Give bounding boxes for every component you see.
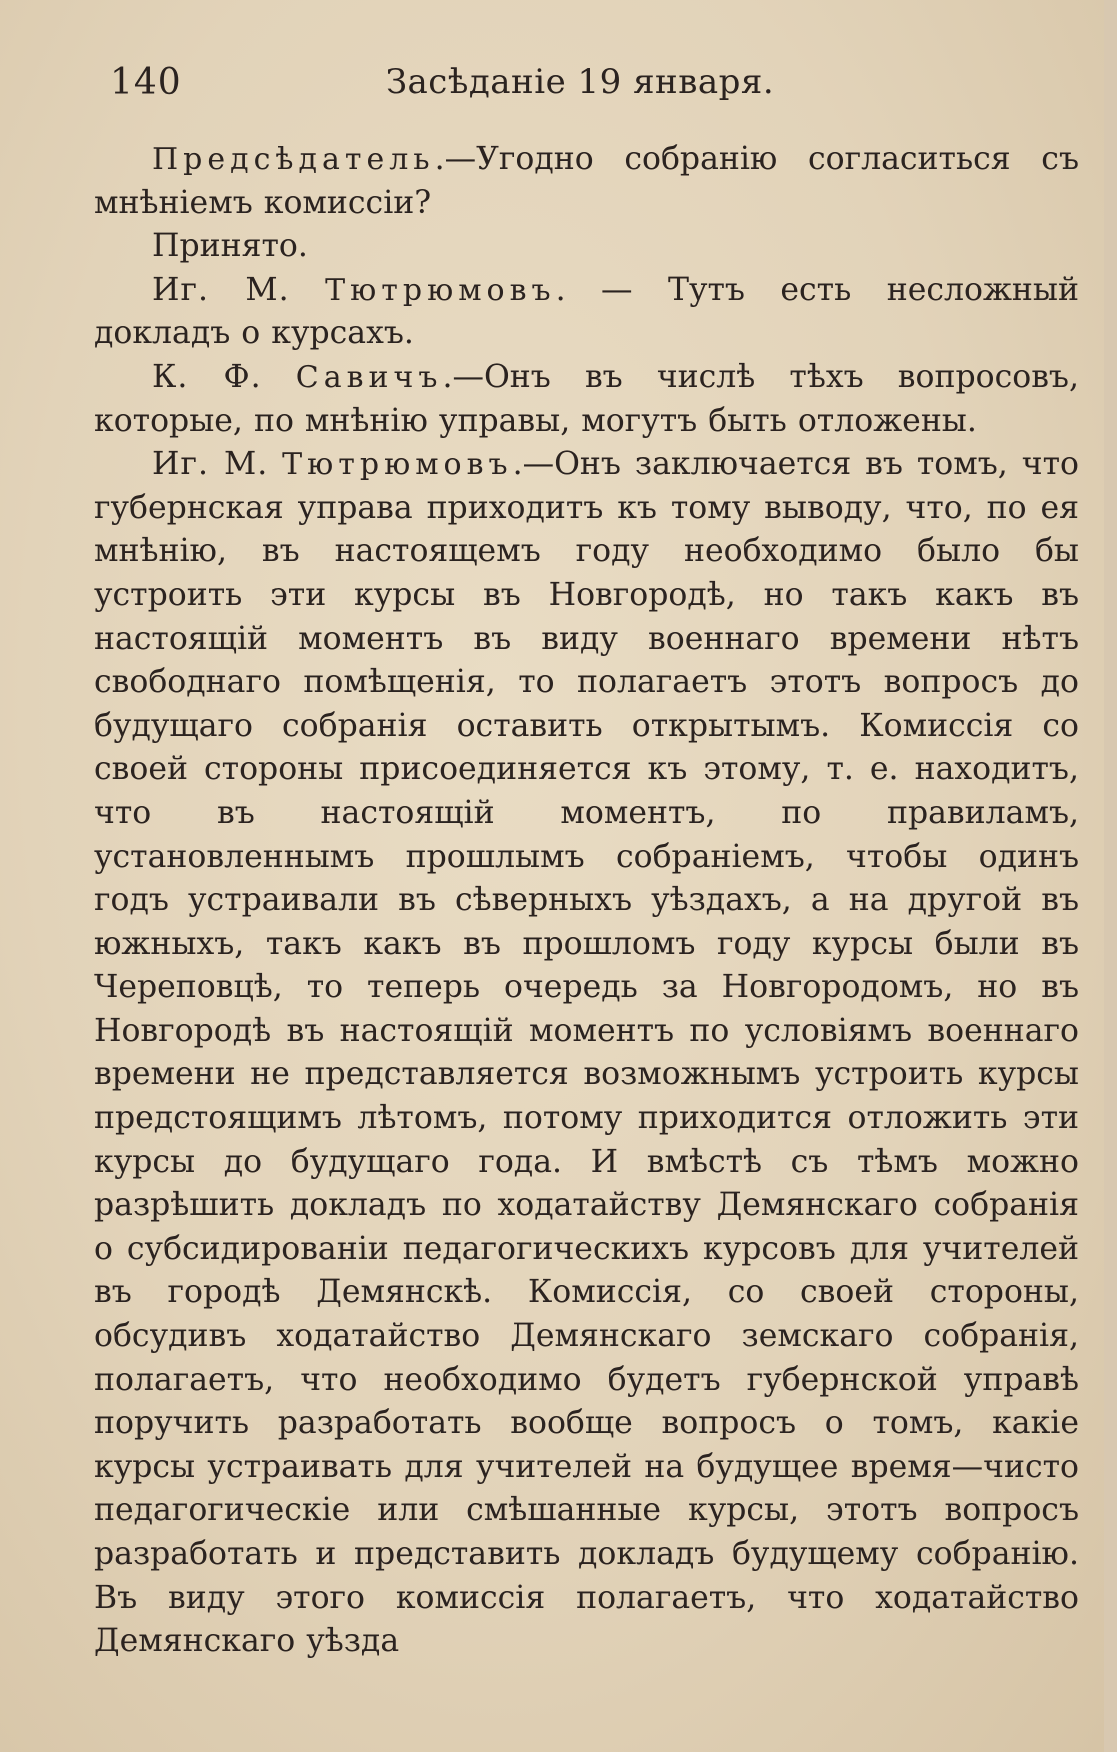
paragraph-savich [94, 356, 1079, 443]
speaker-initials: К. Ф. [152, 358, 262, 395]
paragraph-tyutryumov-1 [94, 269, 1079, 356]
paragraph-text: .—Онъ въ числѣ тѣхъ вопросовъ, которые, по мнѣнію управы, могутъ быть отложены. [94, 358, 1079, 439]
paragraph-text: Принято. [152, 228, 308, 265]
speaker-name: Тютрюмовъ [325, 272, 556, 308]
paragraph-accepted [94, 225, 1079, 269]
paragraph-tyutryumov-2 [94, 443, 1079, 1664]
page-number: 140 [110, 62, 182, 103]
speaker-initials: Иг. М. [152, 446, 269, 483]
page-header [100, 62, 1080, 112]
body-text [94, 138, 1079, 1664]
speaker-name: Предсѣдатель [152, 142, 435, 177]
speaker-name: Савичъ [295, 359, 443, 395]
paragraph-text: .—Угодно собранію согласиться съ мнѣніемъ комиссіи? [94, 141, 1079, 221]
speaker-initials: Иг. М. [152, 271, 290, 308]
paragraph-text: . — Тутъ есть несложный докладъ о курсахъ. [94, 271, 1079, 352]
paragraph-chairman [94, 138, 1079, 225]
speaker-name: Тютрюмовъ [282, 447, 513, 483]
paragraph-text: .—Онъ заключается въ томъ, что губернская управа приходитъ къ тому выводу, что, по ея мнѣнію, въ настоящемъ году необходимо было бы устроить эти курсы въ Новгородѣ, но такъ какъ въ настоящій моментъ въ виду военнаго времени нѣтъ свободнаго помѣщенія, то полагаетъ этотъ вопросъ до будущаго собранія оставить открытымъ. Комиссія со своей стороны присоединяется къ этому, т. е. находитъ, что въ настоящій моментъ, по правиламъ, установленнымъ прошлымъ собраніемъ, чтобы одинъ годъ устраивали въ сѣверныхъ уѣздахъ, а на другой въ южныхъ, такъ какъ въ прошломъ году курсы были въ Череповцѣ, то теперь очередь за Новгородомъ, но въ Новгородѣ въ настоящій моментъ по условіямъ военнаго времени не представляется возможнымъ устроить курсы предстоящимъ лѣтомъ, потому приходится отложить эти курсы до будущаго года. И вмѣстѣ съ тѣмъ можно разрѣшить докладъ по ходатайству Демянскаго собранія о субсидированіи педагогическихъ курсовъ для учителей въ городѣ Демянскѣ. Комиссія, со своей стороны, обсудивъ ходатайство Демянскаго земскаго собранія, полагаетъ, что необходимо будетъ губернской управѣ поручить разработать вообще вопросъ о томъ, какіе курсы устраивать для учителей на будущее время—чисто педагогическіе или смѣшанные курсы, этотъ вопросъ разработать и представить докладъ будущему собранію. Въ виду этого комиссія полагаетъ, что ходатайство Демянскаго уѣзда [94, 446, 1079, 1660]
running-head: Засѣданіе 19 января. [385, 62, 775, 102]
